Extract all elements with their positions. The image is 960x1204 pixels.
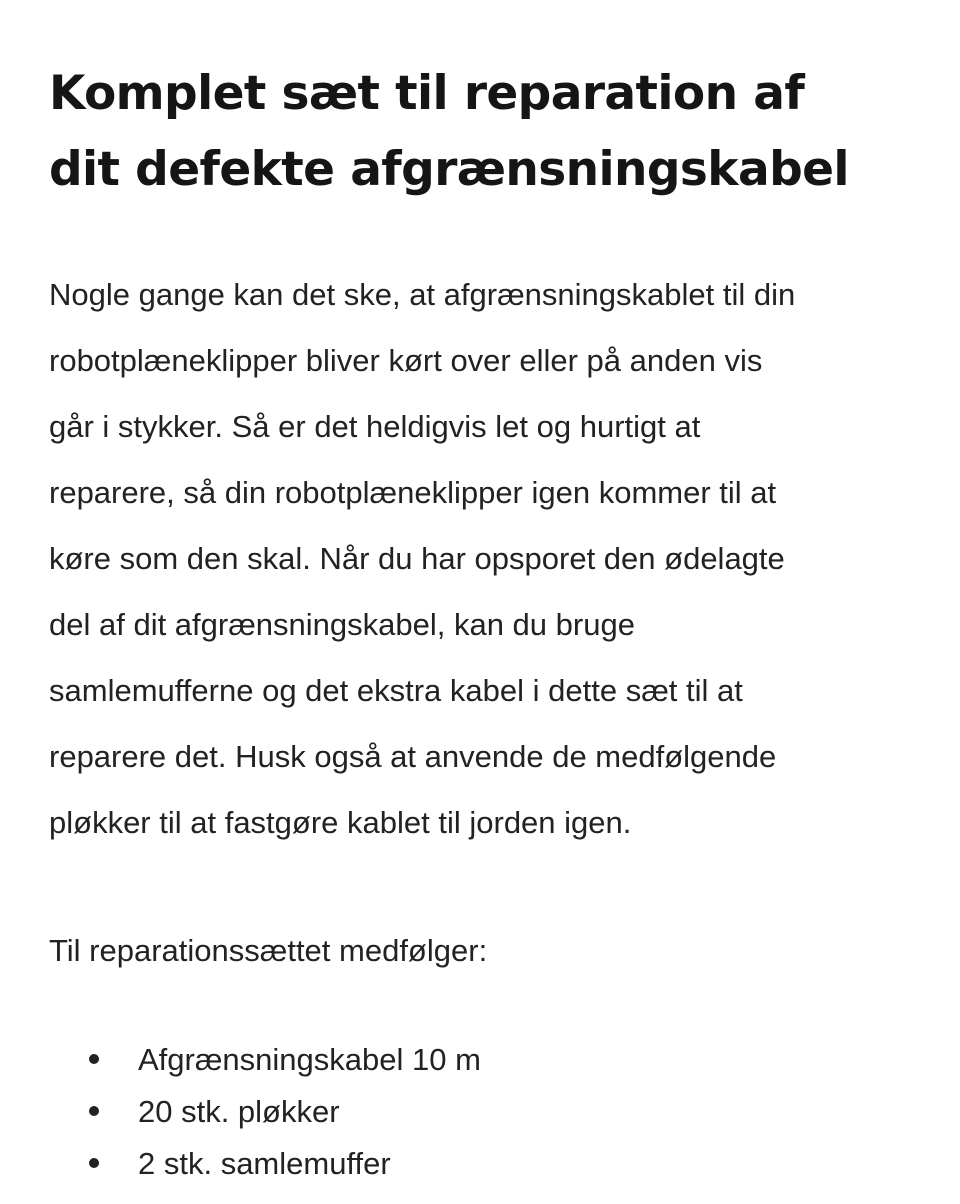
paragraph-line: køre som den skal. Når du har opsporet den ødelagte [49, 541, 785, 576]
page-title [49, 56, 919, 208]
paragraph-line: Nogle gange kan det ske, at afgrænsningskablet til din [49, 277, 796, 312]
bullet-icon [89, 1054, 99, 1064]
title-line: Komplet sæt til reparation af [49, 66, 805, 121]
description-paragraph [49, 262, 919, 856]
paragraph-line: robotplæneklipper bliver kørt over eller på anden vis [49, 343, 763, 378]
paragraph-line: reparere, så din robotplæneklipper igen kommer til at [49, 475, 777, 510]
list-item [49, 1040, 481, 1092]
list-item-text: 20 stk. pløkker [138, 1094, 340, 1129]
included-items-list [49, 1040, 481, 1196]
paragraph-line: går i stykker. Så er det heldigvis let og hurtigt at [49, 409, 701, 444]
list-item-text: 2 stk. samlemuffer [138, 1146, 391, 1181]
list-item-text: Afgrænsningskabel 10 m [138, 1042, 481, 1077]
paragraph-line: reparere det. Husk også at anvende de medfølgende [49, 739, 777, 774]
bullet-icon [89, 1158, 99, 1168]
title-line: dit defekte afgrænsningskabel [49, 142, 849, 197]
paragraph-line: pløkker til at fastgøre kablet til jorden igen. [49, 805, 632, 840]
article [49, 0, 919, 1181]
bullet-icon [89, 1106, 99, 1116]
list-item [49, 1092, 481, 1144]
list-item [49, 1144, 481, 1196]
paragraph-line: del af dit afgrænsningskabel, kan du bruge [49, 607, 635, 642]
list-intro: Til reparationssættet medfølger: [49, 933, 488, 968]
paragraph-line: samlemufferne og det ekstra kabel i dette sæt til at [49, 673, 743, 708]
